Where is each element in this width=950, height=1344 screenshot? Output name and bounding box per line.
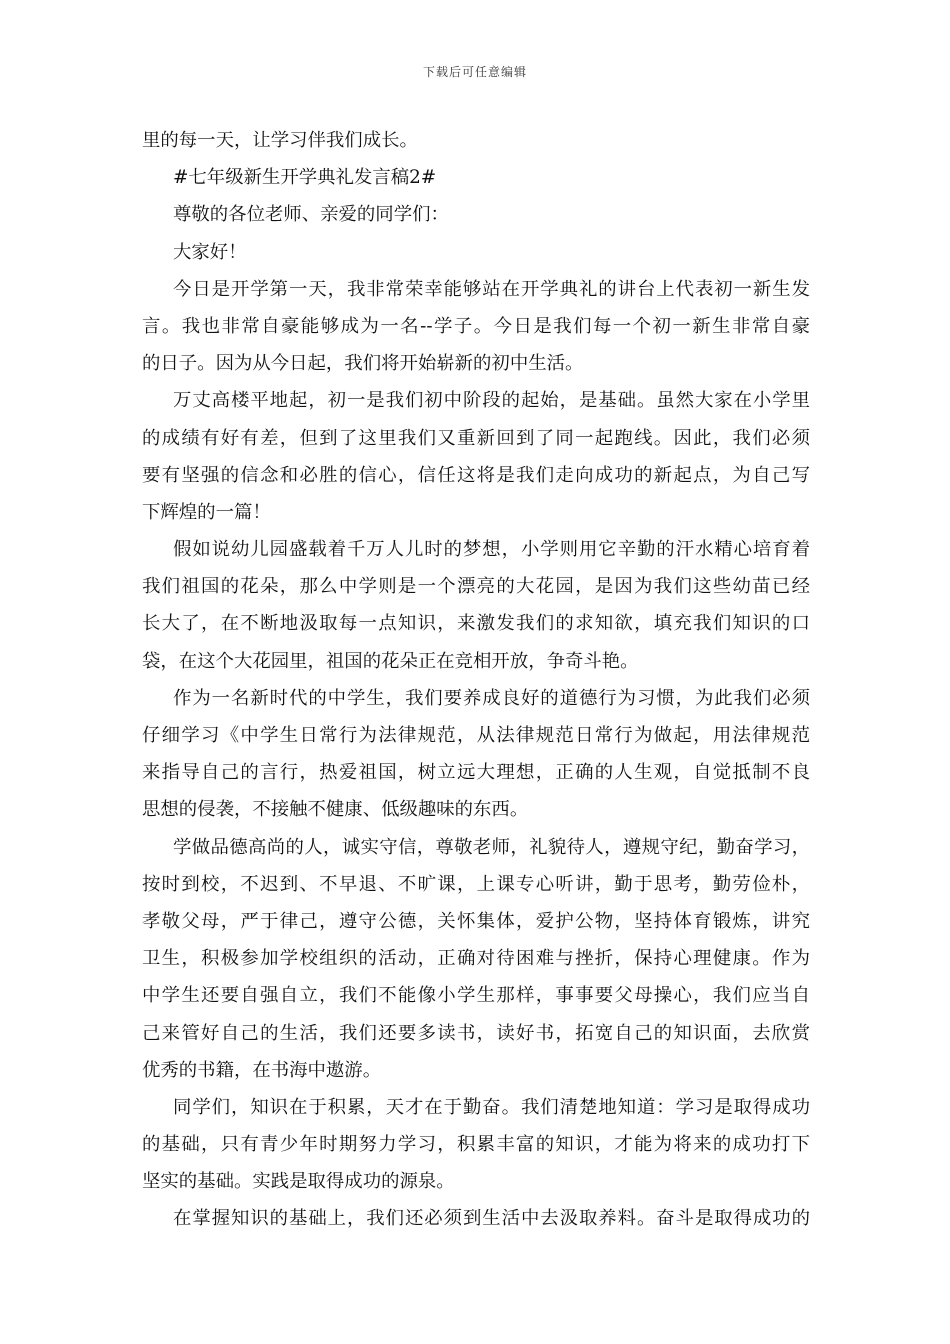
text-line: 同学们，知识在于积累，天才在于勤奋。我们清楚地知道：学习是取得成功 <box>173 1096 810 1118</box>
text-line: 言。我也非常自豪能够成为一名--学子。今日是我们每一个初一新生非常自豪 <box>142 315 810 337</box>
text-line: 我们祖国的花朵，那么中学则是一个漂亮的大花园，是因为我们这些幼苗已经 <box>142 576 810 598</box>
text-line: 卫生，积极参加学校组织的活动，正确对待困难与挫折，保持心理健康。作为 <box>142 948 810 970</box>
text-line: 坚实的基础。实践是取得成功的源泉。 <box>142 1171 455 1193</box>
text-line: 的成绩有好有差，但到了这里我们又重新回到了同一起跑线。因此，我们必须 <box>142 427 810 449</box>
text-line: 孝敬父母，严于律己，遵守公德，关怀集体，爱护公物，坚持体育锻炼，讲究 <box>142 910 810 932</box>
text-line: 学做品德高尚的人，诚实守信，尊敬老师，礼貌待人，遵规守纪，勤奋学习， <box>173 836 810 858</box>
text-line: 中学生还要自强自立，我们不能像小学生那样，事事要父母操心，我们应当自 <box>142 985 810 1007</box>
text-line: 按时到校，不迟到、不早退、不旷课，上课专心听讲，勤于思考，勤劳俭朴， <box>142 873 810 895</box>
text-line: #七年级新生开学典礼发言稿2# <box>173 167 437 189</box>
document-body <box>142 122 810 1238</box>
text-line: 万丈高楼平地起，初一是我们初中阶段的起始，是基础。虽然大家在小学里 <box>173 390 810 412</box>
text-line: 在掌握知识的基础上，我们还必须到生活中去汲取养料。奋斗是取得成功的 <box>173 1208 810 1230</box>
page-header: 下载后可任意编辑 <box>422 65 527 79</box>
text-line: 仔细学习《中学生日常行为法律规范，从法律规范日常行为做起，用法律规范 <box>142 725 810 746</box>
text-line: 要有坚强的信念和必胜的信心，信任这将是我们走向成功的新起点，为自己写 <box>142 464 810 486</box>
text-line: 尊敬的各位老师、亲爱的同学们： <box>173 204 449 226</box>
text-line: 今日是开学第一天，我非常荣幸能够站在开学典礼的讲台上代表初一新生发 <box>173 278 810 300</box>
text-line: 下辉煌的一篇！ <box>142 501 271 523</box>
text-line: 来指导自己的言行，热爱祖国，树立远大理想，正确的人生观，自觉抵制不良 <box>142 762 810 784</box>
text-line: 的日子。因为从今日起，我们将开始崭新的初中生活。 <box>142 353 584 375</box>
text-line: 大家好！ <box>173 241 247 263</box>
text-line: 优秀的书籍，在书海中遨游。 <box>142 1059 382 1081</box>
text-line: 作为一名新时代的中学生，我们要养成良好的道德行为习惯，为此我们必须 <box>173 687 810 709</box>
text-line: 袋，在这个大花园里，祖国的花朵正在竞相开放，争奇斗艳。 <box>142 650 639 672</box>
text-line: 思想的侵袭，不接触不健康、低级趣味的东西。 <box>142 799 529 821</box>
text-line: 里的每一天，让学习伴我们成长。 <box>142 130 418 151</box>
text-line: 己来管好自己的生活，我们还要多读书，读好书，拓宽自己的知识面，去欣赏 <box>142 1022 810 1044</box>
text-line: 长大了，在不断地汲取每一点知识，来激发我们的求知欲，填充我们知识的口 <box>142 613 810 635</box>
text-line: 假如说幼儿园盛载着千万人儿时的梦想，小学则用它辛勤的汗水精心培育着 <box>173 539 810 561</box>
text-line: 的基础，只有青少年时期努力学习，积累丰富的知识，才能为将来的成功打下 <box>142 1134 810 1156</box>
